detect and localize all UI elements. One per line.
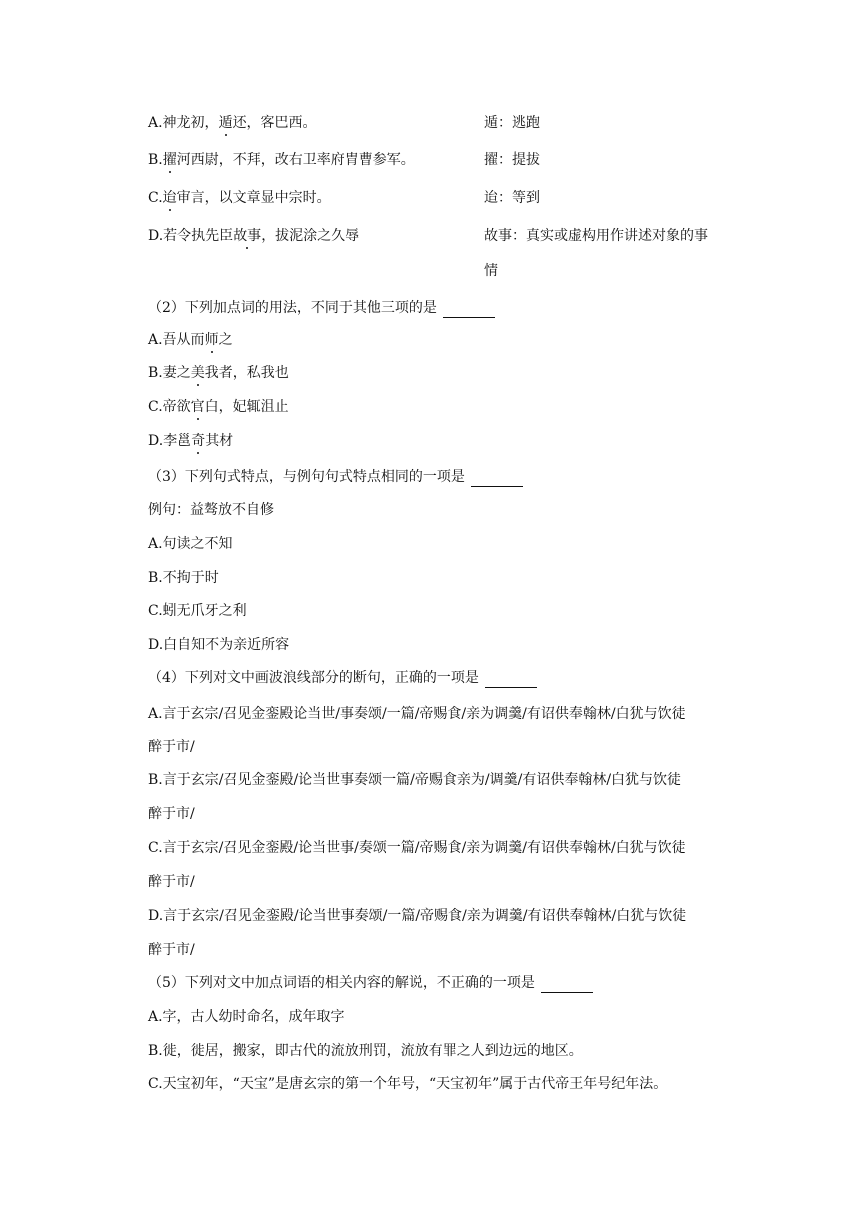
answer-blank[interactable] (485, 673, 537, 688)
q4-question: （4）下列对文中画波浪线部分的断句，正确的一项是 (148, 668, 537, 688)
q4-option-a-line2: 醉于市/ (148, 739, 195, 755)
dotted-word: 故事 (233, 228, 262, 244)
q2-option-b: B.妻之美我者，私我也 (148, 365, 289, 381)
q4-option-a-line1: A.言于玄宗/召见金銮殿论当世/事奏颂/一篇/帝赐食/亲为调羹/有诏供奉翰林/白犹与饮徒 (148, 706, 686, 722)
answer-blank[interactable] (443, 303, 495, 318)
answer-blank[interactable] (541, 978, 593, 993)
q1-gloss-d: 故事：真实或虚构用作讲述对象的事 (484, 228, 708, 244)
q1-option-b: B.擢河西尉，不拜，改右卫率府胄曹参军。 (148, 152, 415, 168)
q2-option-c: C.帝欲官白，妃辄沮止 (148, 399, 289, 415)
q1-gloss-d-cont: 情 (484, 263, 498, 279)
q4-option-d-line1: D.言于玄宗/召见金銮殿/论当世事奏颂/一篇/帝赐食/亲为调羹/有诏供奉翰林/白犹与饮徒 (148, 908, 687, 924)
dotted-word: 擢 (162, 152, 177, 168)
q1-gloss-c: 迨：等到 (484, 190, 540, 206)
q2-question: （2）下列加点词的用法，不同于其他三项的是 (148, 298, 495, 318)
q1-option-a: A.神龙初，遁还，客巴西。 (148, 115, 317, 131)
q3-option-c: C.蚓无爪牙之利 (148, 603, 247, 619)
q3-option-d: D.白自知不为亲近所容 (148, 637, 290, 653)
dotted-word: 师 (204, 332, 219, 348)
q2-option-d: D.李邕奇其材 (148, 433, 234, 449)
q4-option-b-line1: B.言于玄宗/召见金銮殿/论当世事奏颂一篇/帝赐食亲为/调羹/有诏供奉翰林/白犹与饮徒 (148, 772, 682, 788)
q5-option-a: A.字，古人幼时命名，成年取字 (148, 1009, 345, 1025)
q1-gloss-b: 擢：提拔 (484, 152, 540, 168)
q3-option-a: A.句读之不知 (148, 536, 233, 552)
q3-question: （3）下列句式特点，与例句句式特点相同的一项是 (148, 467, 523, 487)
q4-option-c-line1: C.言于玄宗/召见金銮殿/论当世事/奏颂一篇/帝赐食/亲为调羹/有诏供奉翰林/白犹与饮徒 (148, 840, 686, 856)
q4-option-b-line2: 醉于市/ (148, 806, 195, 822)
dotted-word: 官 (190, 399, 205, 415)
q5-option-c: C.天宝初年，“天宝”是唐玄宗的第一个年号，“天宝初年”属于古代帝王年号纪年法。 (148, 1076, 668, 1092)
dotted-word: 遁 (218, 115, 233, 131)
q3-example: 例句：益骜放不自修 (148, 502, 274, 518)
q4-option-d-line2: 醉于市/ (148, 942, 195, 958)
q5-option-b: B.徙，徙居，搬家，即古代的流放刑罚，流放有罪之人到边远的地区。 (148, 1043, 583, 1059)
q4-option-c-line2: 醉于市/ (148, 874, 195, 890)
answer-blank[interactable] (471, 472, 523, 487)
q5-question: （5）下列对文中加点词语的相关内容的解说，不正确的一项是 (148, 973, 593, 993)
q2-option-a: A.吾从而师之 (148, 332, 233, 348)
q3-option-b: B.不拘于时 (148, 570, 219, 586)
q1-option-d: D.若令执先臣故事，拔泥涂之久辱 (148, 228, 360, 244)
q1-gloss-a: 遁：逃跑 (484, 115, 540, 131)
q1-option-c: C.迨审言，以文章显中宗时。 (148, 190, 331, 206)
dotted-word: 奇 (191, 433, 206, 449)
dotted-word: 美 (190, 365, 205, 381)
dotted-word: 迨 (162, 190, 177, 206)
